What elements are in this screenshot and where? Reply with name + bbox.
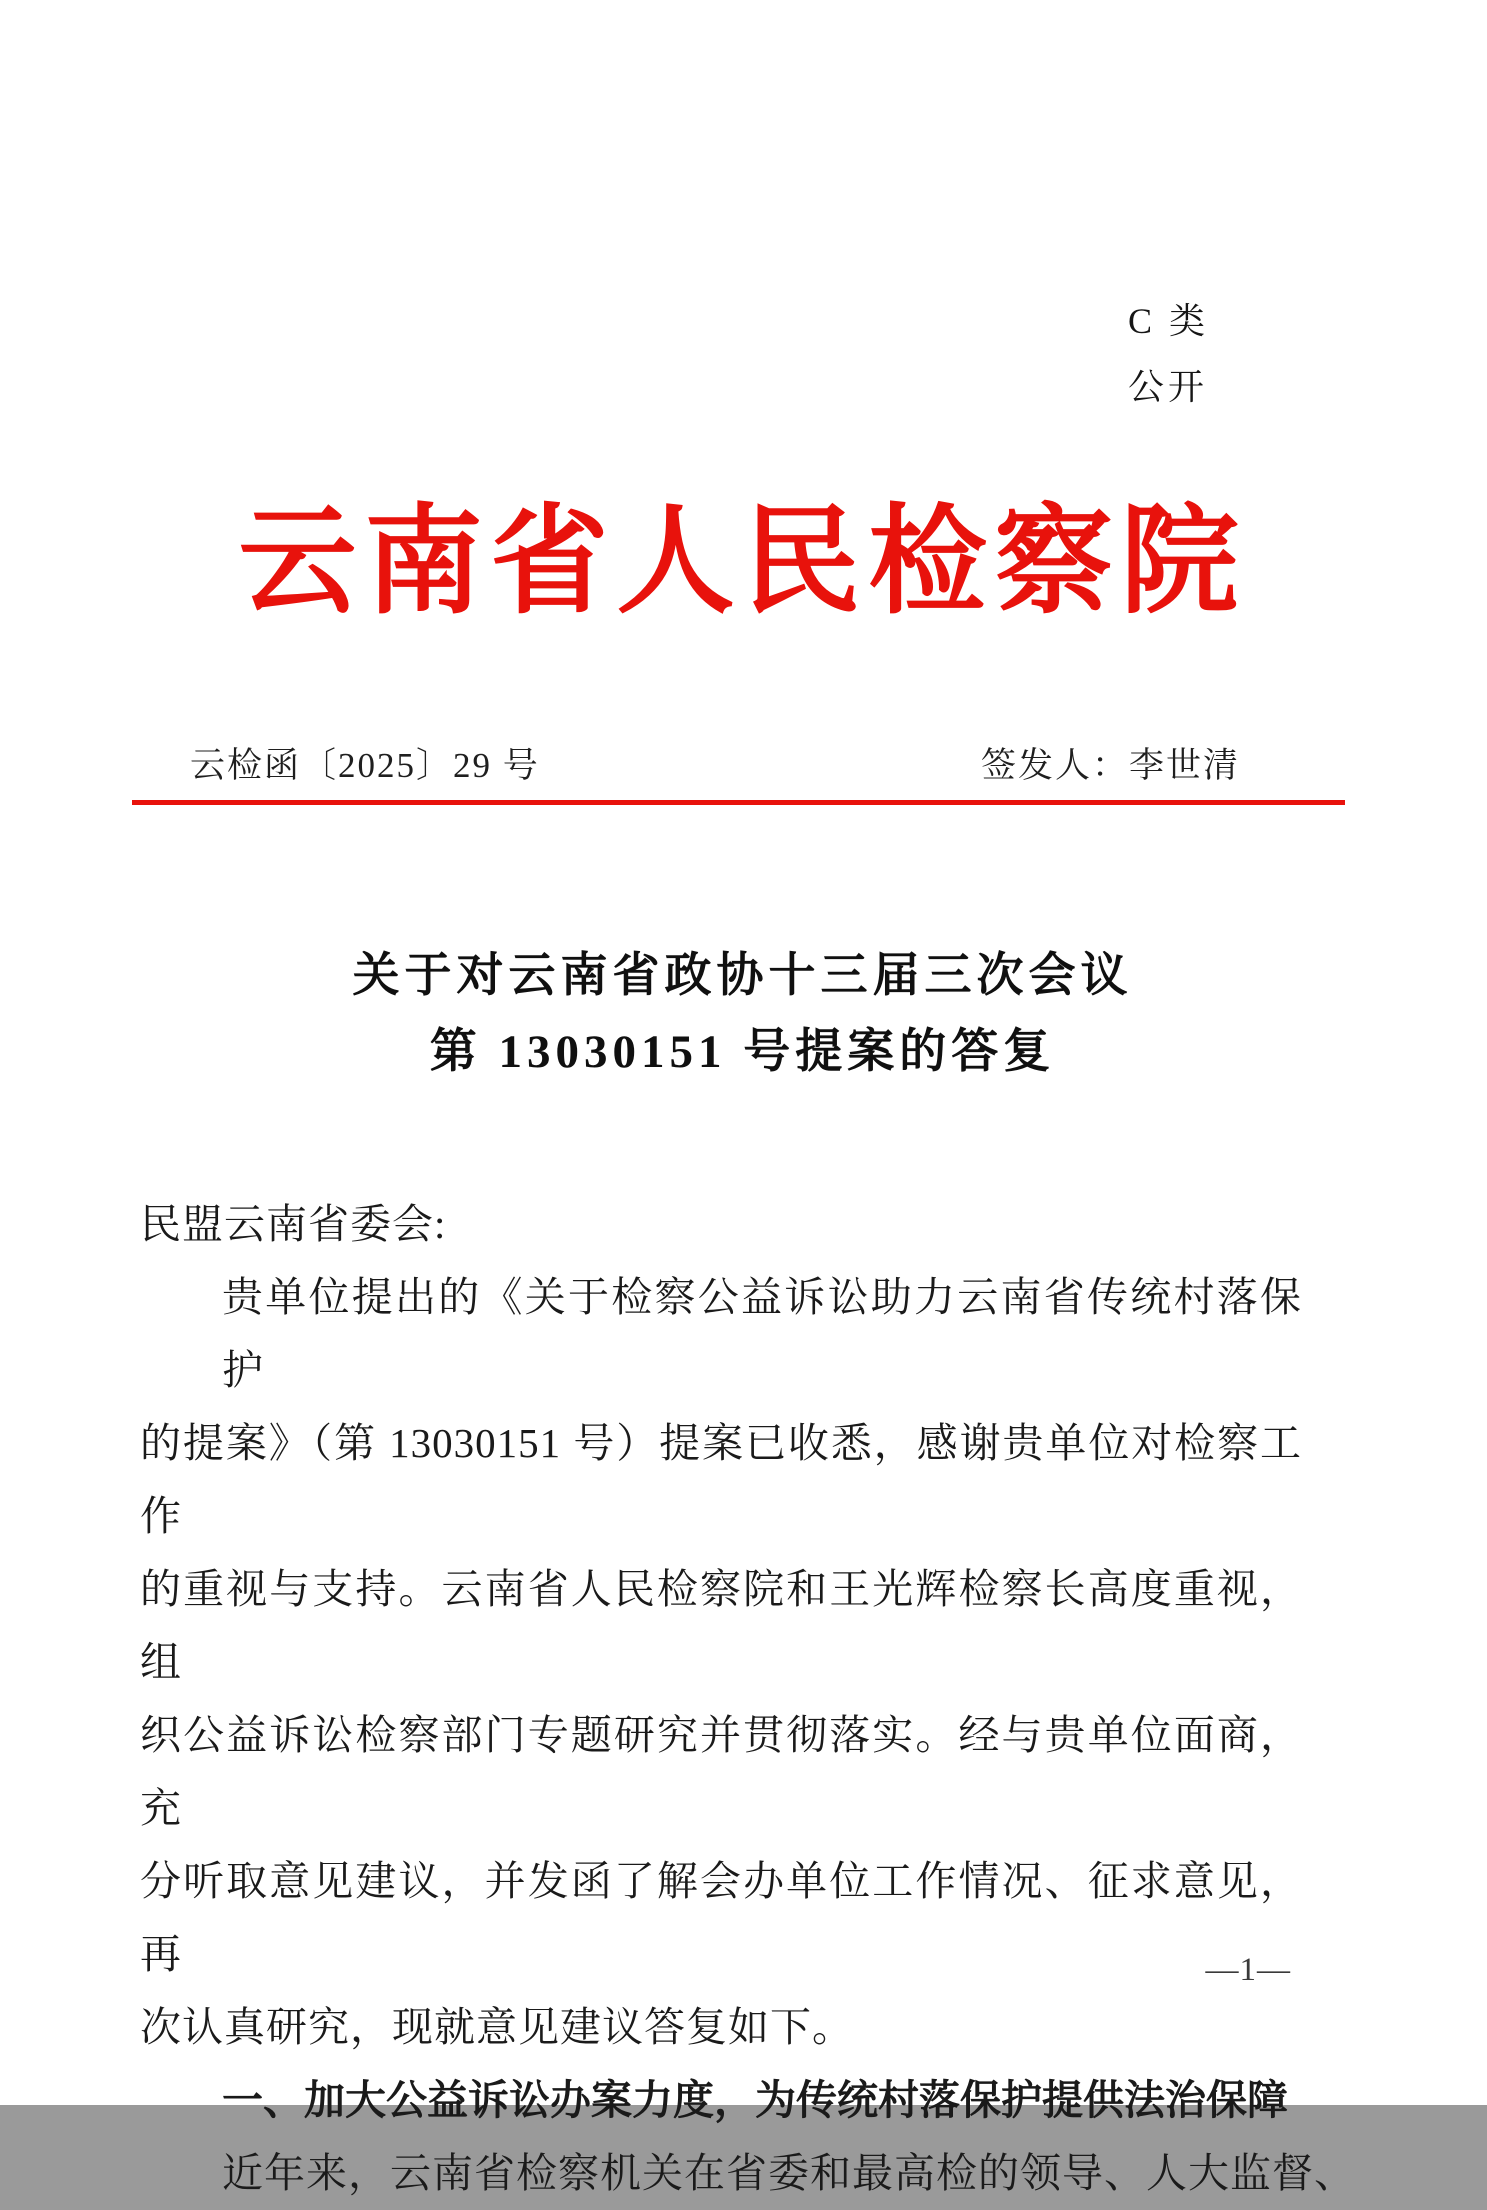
body-line: 织公益诉讼检察部门专题研究并贯彻落实。经与贵单位面商，充 [140,1712,1302,1831]
classification-publicity: 公开 [1128,367,1209,407]
document-content [140,0,1356,2196]
classification-block [1128,288,1209,420]
body-line: 的重视与支持。云南省人民检察院和王光辉检察长高度重视，组 [140,1566,1302,1685]
red-divider-rule [132,800,1345,805]
section-heading: 一、加大公益诉讼办案力度，为传统村落保护提供法治保障 [222,2077,1288,2123]
organization-masthead: 云南省人民检察院 [238,497,1247,628]
document-number: 云检函〔2025〕29 号 [190,746,540,785]
document-number-row [140,742,1345,790]
body-line: 分听取意见建议，并发函了解会办单位工作情况、征求意见，再 [140,1858,1302,1977]
salutation: 民盟云南省委会: [140,1201,447,1247]
classification-category: C 类 [1128,301,1210,341]
page-number: —1— [1205,1952,1291,1988]
document-title-line2: 第 13030151 号提案的答复 [429,1026,1056,1078]
body-line: 贵单位提出的《关于检察公益诉讼助力云南省传统村落保护 [222,1274,1302,1393]
document-title-line1: 关于对云南省政协十三届三次会议 [352,950,1133,1002]
document-title [140,938,1345,1090]
body-line: 次认真研究，现就意见建议答复如下。 [140,2004,854,2050]
signer: 签发人：李世清 [980,746,1240,785]
document-body [140,1188,1356,2210]
body-line: 近年来，云南省检察机关在省委和最高检的领导、人大监督、 [222,2150,1356,2196]
body-line: 的提案》（第 13030151 号）提案已收悉，感谢贵单位对检察工作 [140,1420,1302,1539]
